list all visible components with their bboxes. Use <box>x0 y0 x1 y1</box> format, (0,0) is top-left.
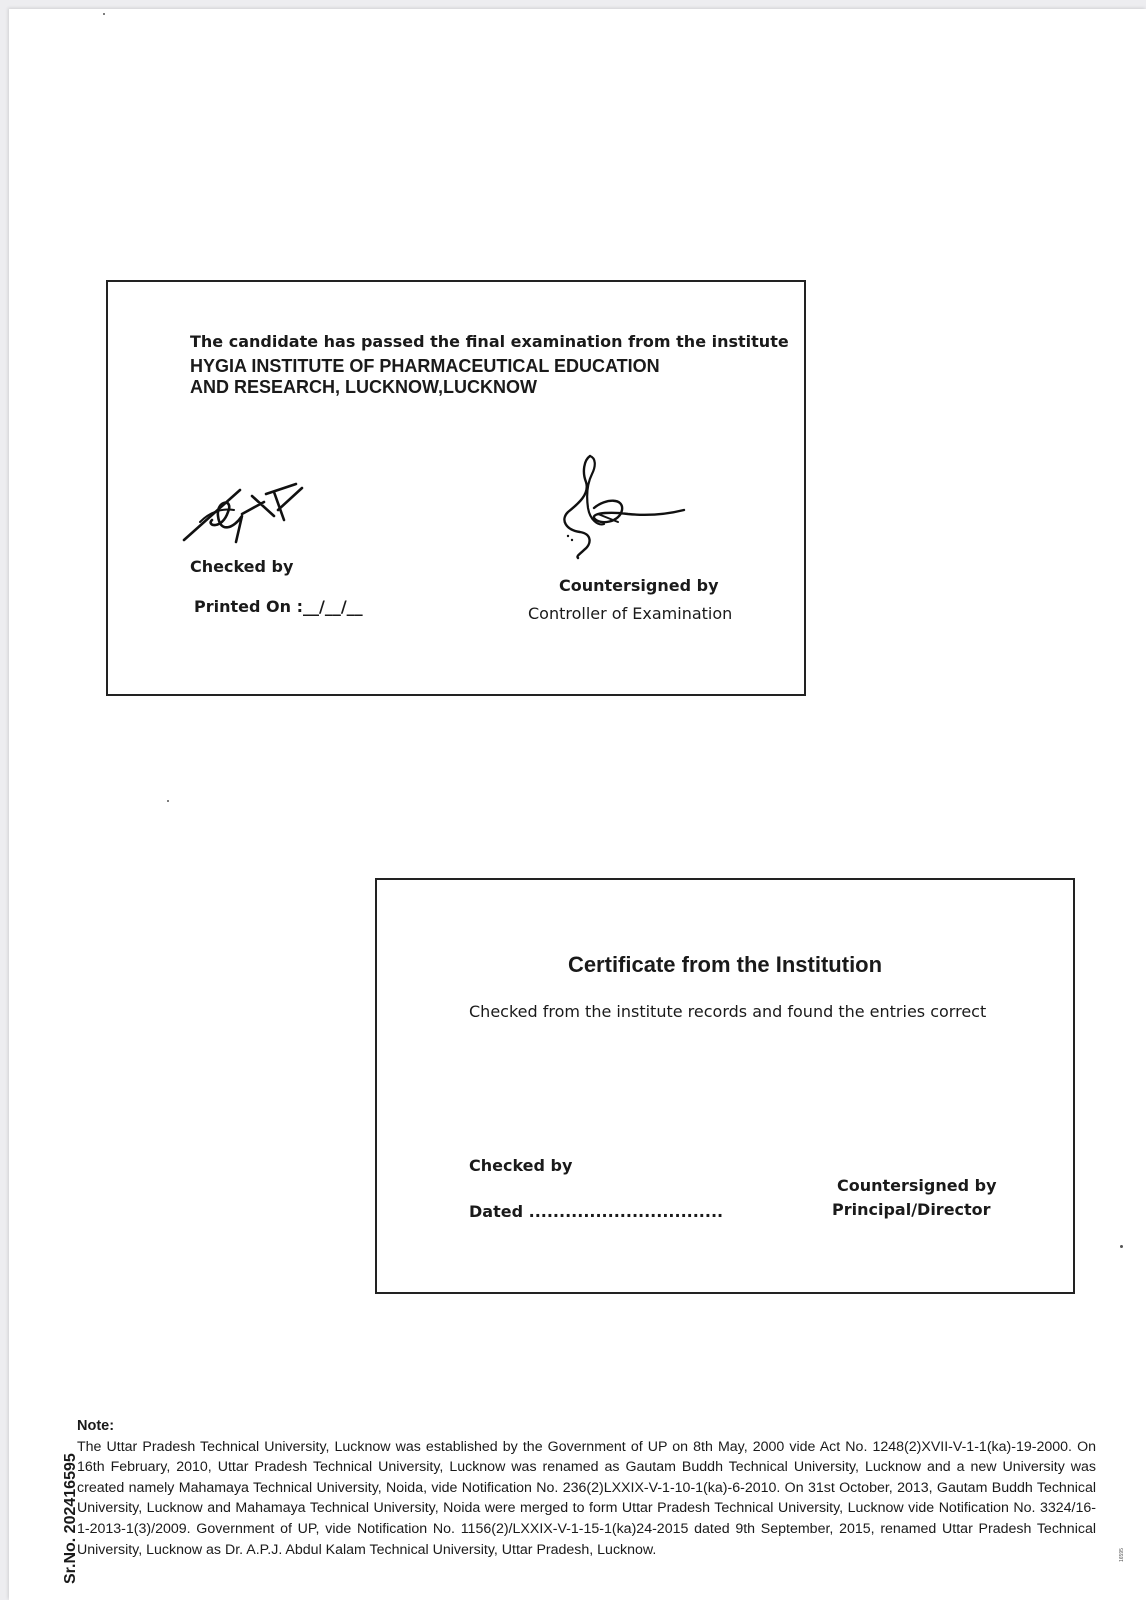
dated-blank: ................................ <box>528 1202 724 1221</box>
checked-by-label: Checked by <box>190 557 294 576</box>
exam-pass-box <box>106 280 806 696</box>
controller-signature <box>548 452 688 562</box>
note-text: The Uttar Pradesh Technical University, Lucknow was established by the Government of UP on 8th May, 2000 vide Act No. 1248(2)XVII-V-1-1(ka)-19-2000. On 16th February, 2010, Uttar Pradesh Technical University, Lucknow was renamed as Gautam Buddh Technical University, Lucknow and a new University was created namely Mahamaya Technical University, Noida, vide Notification No. 236(2)LXXIX-V-1-10-1(ka)-6-2010. On 31st October, 2013, Gautam Buddh Technical University, Lucknow and Mahamaya Technical University, Noida were merged to form Uttar Pradesh Technical University, Lucknow vide Notification No. 3324/16-1-2013-1(3)/2009. Government of UP, vide Notification No. 1156(2)/LXXIX-V-1-15-1(ka)24-2015 dated 9th September, 2015, renamed Uttar Pradesh Technical University, Lucknow as Dr. A.P.J. Abdul Kalam Technical University, Uttar Pradesh, Lucknow. <box>77 1438 1096 1558</box>
controller-title: Controller of Examination <box>528 604 733 623</box>
side-code: 16595 <box>1119 1548 1125 1562</box>
document-page <box>9 9 1146 1600</box>
checker-signature <box>182 482 312 552</box>
dated-label: Dated <box>469 1202 524 1221</box>
note-title: Note: <box>77 1418 115 1434</box>
countersigned-by-label: Countersigned by <box>837 1176 997 1195</box>
certificate-statement: Checked from the institute records and found the entries correct <box>469 1002 987 1021</box>
institute-name-line1: HYGIA INSTITUTE OF PHARMACEUTICAL EDUCATION <box>190 356 660 376</box>
printed-on-label: Printed On :__/__/__ <box>194 597 363 616</box>
scan-speck <box>167 800 169 802</box>
certificate-title: Certificate from the Institution <box>567 952 883 977</box>
serial-number: Sr.No. 202416595 <box>62 1453 79 1584</box>
checked-by-label: Checked by <box>469 1156 573 1175</box>
principal-title: Principal/Director <box>832 1200 991 1219</box>
countersigned-by-label: Countersigned by <box>559 576 719 595</box>
passed-statement: The candidate has passed the final examination from the institute <box>190 332 789 351</box>
institute-name-line2: AND RESEARCH, LUCKNOW,LUCKNOW <box>190 377 537 397</box>
scan-speck <box>1120 1245 1123 1248</box>
note-section <box>77 1416 1096 1560</box>
scan-speck <box>103 13 105 15</box>
dated-field <box>469 1202 723 1221</box>
institution-certificate-box <box>375 878 1075 1294</box>
